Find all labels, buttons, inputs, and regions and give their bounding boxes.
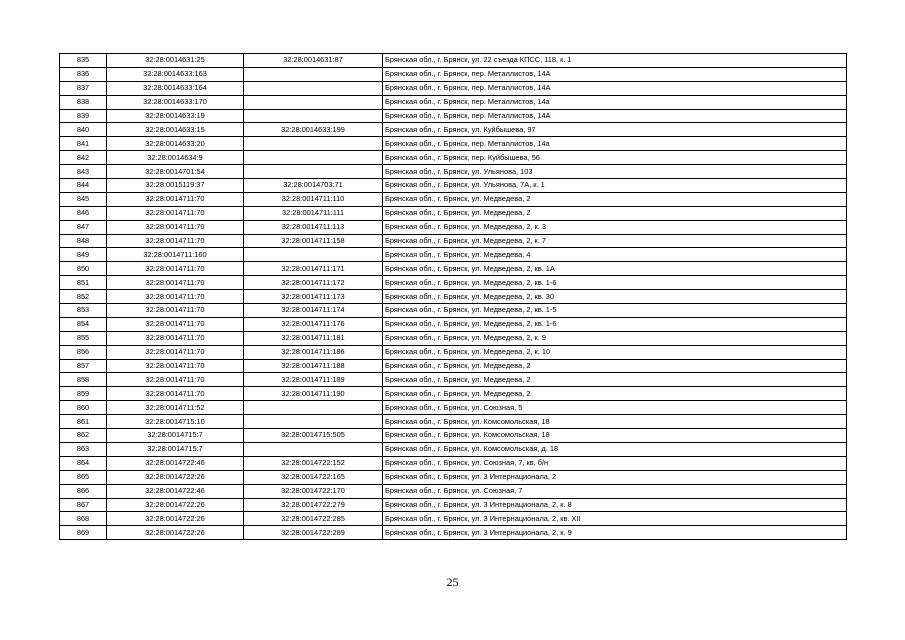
table-row: [60, 206, 847, 220]
cadastral-number-cell: 32:28:0015119:37: [107, 179, 244, 193]
cadastral-number-cell: 32:28:0014711:70: [107, 387, 244, 401]
address-cell: Брянская обл., г. Брянск, пер. Металлистов, 14А: [383, 109, 847, 123]
address-cell: Брянская обл., г. Брянск, ул. Медведева, 2: [383, 192, 847, 206]
row-number-cell: 866: [60, 484, 107, 498]
sub-cadastral-number-cell: [244, 165, 383, 179]
sub-cadastral-number-cell: 32:28:0014711:189: [244, 373, 383, 387]
row-number-cell: 865: [60, 470, 107, 484]
row-number-cell: 855: [60, 331, 107, 345]
address-cell: Брянская обл., г. Брянск, пер. Куйбышева, 56: [383, 151, 847, 165]
row-number-cell: 837: [60, 81, 107, 95]
row-number-cell: 845: [60, 192, 107, 206]
table-row: [60, 387, 847, 401]
cadastral-number-cell: 32:28:0014711:70: [107, 234, 244, 248]
address-cell: Брянская обл., г. Брянск, ул. Медведева, 2, к. 10: [383, 345, 847, 359]
table-row: [60, 429, 847, 443]
address-cell: Брянская обл., г. Брянск, ул. 22 съезда КПСС, 118, к. 1: [383, 54, 847, 68]
address-cell: Брянская обл., г. Брянск, ул. Медведева, 2: [383, 359, 847, 373]
address-cell: Брянская обл., г. Брянск, ул. 3 Интернационала, 2: [383, 470, 847, 484]
row-number-cell: 839: [60, 109, 107, 123]
sub-cadastral-number-cell: [244, 95, 383, 109]
address-cell: Брянская обл., г. Брянск, ул. Медведева, 2: [383, 206, 847, 220]
cadastral-number-cell: 32:28:0014715:7: [107, 442, 244, 456]
table-row: [60, 484, 847, 498]
sub-cadastral-number-cell: 32:28:0014631:87: [244, 54, 383, 68]
cadastral-number-cell: 32:28:0014711:70: [107, 345, 244, 359]
table-row: [60, 109, 847, 123]
cadastral-number-cell: 32:28:0014711:70: [107, 220, 244, 234]
page-number: 25: [446, 575, 459, 589]
row-number-cell: 864: [60, 456, 107, 470]
cadastral-number-cell: 32:28:0014715:7: [107, 429, 244, 443]
cadastral-number-cell: 32:28:0014722:26: [107, 526, 244, 540]
cadastral-number-cell: 32:28:0014633:163: [107, 67, 244, 81]
sub-cadastral-number-cell: [244, 415, 383, 429]
table-row: [60, 415, 847, 429]
row-number-cell: 852: [60, 290, 107, 304]
row-number-cell: 848: [60, 234, 107, 248]
row-number-cell: 863: [60, 442, 107, 456]
sub-cadastral-number-cell: 32:28:0014722:285: [244, 512, 383, 526]
sub-cadastral-number-cell: [244, 67, 383, 81]
sub-cadastral-number-cell: [244, 401, 383, 415]
address-cell: Брянская обл., г. Брянск, ул. Медведева, 2, кв. 1-6: [383, 317, 847, 331]
row-number-cell: 846: [60, 206, 107, 220]
cadastral-number-cell: 32:28:0014711:70: [107, 206, 244, 220]
cadastral-number-cell: 32:28:0014634:9: [107, 151, 244, 165]
row-number-cell: 860: [60, 401, 107, 415]
table-row: [60, 151, 847, 165]
sub-cadastral-number-cell: 32:28:0014711:186: [244, 345, 383, 359]
address-cell: Брянская обл., г. Брянск, пер. Металлистов, 14А: [383, 81, 847, 95]
cadastral-number-cell: 32:28:0014711:70: [107, 290, 244, 304]
address-cell: Брянская обл., г. Брянск, пер. Металлистов, 14А: [383, 67, 847, 81]
cadastral-number-cell: 32:28:0014711:70: [107, 373, 244, 387]
row-number-cell: 836: [60, 67, 107, 81]
sub-cadastral-number-cell: 32:28:0014711:110: [244, 192, 383, 206]
cadastral-number-cell: 32:28:0014722:46: [107, 484, 244, 498]
address-cell: Брянская обл., г. Брянск, ул. Медведева, 2, кв. 1А: [383, 262, 847, 276]
cadastral-number-cell: 32:28:0014631:25: [107, 54, 244, 68]
row-number-cell: 849: [60, 248, 107, 262]
table-row: [60, 456, 847, 470]
table-row: [60, 220, 847, 234]
sub-cadastral-number-cell: 32:28:0014711:188: [244, 359, 383, 373]
table-row: [60, 470, 847, 484]
table-row: [60, 304, 847, 318]
cadastral-number-cell: 32:28:0014711:70: [107, 192, 244, 206]
table-row: [60, 165, 847, 179]
address-cell: Брянская обл., г. Брянск, ул. Медведева, 2: [383, 387, 847, 401]
cadastral-number-cell: 32:28:0014711:70: [107, 262, 244, 276]
cadastral-number-cell: 32:28:0014711:70: [107, 317, 244, 331]
row-number-cell: 857: [60, 359, 107, 373]
address-cell: Брянская обл., г. Брянск, ул. Комсомольская, 18: [383, 429, 847, 443]
sub-cadastral-number-cell: 32:28:0014722:170: [244, 484, 383, 498]
table-row: [60, 512, 847, 526]
row-number-cell: 858: [60, 373, 107, 387]
sub-cadastral-number-cell: [244, 109, 383, 123]
table-row: [60, 498, 847, 512]
address-cell: Брянская обл., г. Брянск, ул. Медведева, 2, к. 9: [383, 331, 847, 345]
row-number-cell: 850: [60, 262, 107, 276]
address-cell: Брянская обл., г. Брянск, ул. Комсомольская, 18: [383, 415, 847, 429]
address-cell: Брянская обл., г. Брянск, ул. Медведева, 2, к. 7: [383, 234, 847, 248]
address-cell: Брянская обл., г. Брянск, ул. 3 Интернационала, 2, кв. XII: [383, 512, 847, 526]
sub-cadastral-number-cell: 32:28:0014711:158: [244, 234, 383, 248]
address-cell: Брянская обл., г. Брянск, пер. Металлистов, 14а: [383, 95, 847, 109]
table-row: [60, 192, 847, 206]
cadastral-number-cell: 32:28:0014711:70: [107, 304, 244, 318]
table-row: [60, 248, 847, 262]
sub-cadastral-number-cell: 32:28:0014633:199: [244, 123, 383, 137]
cadastral-number-cell: 32:28:0014711:52: [107, 401, 244, 415]
row-number-cell: 835: [60, 54, 107, 68]
sub-cadastral-number-cell: 32:28:0014711:181: [244, 331, 383, 345]
address-cell: Брянская обл., г. Брянск, ул. Ульянова, 7А, к. 1: [383, 179, 847, 193]
sub-cadastral-number-cell: [244, 81, 383, 95]
sub-cadastral-number-cell: 32:28:0014711:190: [244, 387, 383, 401]
cadastral-number-cell: 32:28:0014711:70: [107, 359, 244, 373]
row-number-cell: 854: [60, 317, 107, 331]
row-number-cell: 856: [60, 345, 107, 359]
address-cell: Брянская обл., г. Брянск, ул. Комсомольская, д. 18: [383, 442, 847, 456]
cadastral-number-cell: 32:28:0014633:20: [107, 137, 244, 151]
table-row: [60, 137, 847, 151]
address-cell: Брянская обл., г. Брянск, ул. 3 Интернационала, 2, к. 9: [383, 526, 847, 540]
address-cell: Брянская обл., г. Брянск, ул. Медведева, 2, кв. 1-5: [383, 304, 847, 318]
table-row: [60, 234, 847, 248]
table-row: [60, 442, 847, 456]
row-number-cell: 861: [60, 415, 107, 429]
sub-cadastral-number-cell: 32:28:0014703:71: [244, 179, 383, 193]
cadastral-number-cell: 32:28:0014722:46: [107, 456, 244, 470]
table-row: [60, 317, 847, 331]
cadastral-number-cell: 32:28:0014722:26: [107, 498, 244, 512]
table-row: [60, 401, 847, 415]
address-cell: Брянская обл., г. Брянск, ул. Куйбышева, 97: [383, 123, 847, 137]
row-number-cell: 859: [60, 387, 107, 401]
sub-cadastral-number-cell: 32:28:0014711:172: [244, 276, 383, 290]
row-number-cell: 847: [60, 220, 107, 234]
address-cell: Брянская обл., г. Брянск, пер. Металлистов, 14а: [383, 137, 847, 151]
registry-table: [59, 53, 847, 540]
table-row: [60, 67, 847, 81]
table-row: [60, 81, 847, 95]
address-cell: Брянская обл., г. Брянск, ул. Медведева, 2, кв. 30: [383, 290, 847, 304]
row-number-cell: 851: [60, 276, 107, 290]
row-number-cell: 853: [60, 304, 107, 318]
cadastral-number-cell: 32:28:0014633:15: [107, 123, 244, 137]
row-number-cell: 869: [60, 526, 107, 540]
cadastral-number-cell: 32:28:0014633:19: [107, 109, 244, 123]
cadastral-number-cell: 32:28:0014711:70: [107, 276, 244, 290]
address-cell: Брянская обл., г. Брянск, ул. Медведева, 4: [383, 248, 847, 262]
address-cell: Брянская обл., г. Брянск, ул. Медведева, 2, к. 3: [383, 220, 847, 234]
sub-cadastral-number-cell: 32:28:0014722:152: [244, 456, 383, 470]
cadastral-number-cell: 32:28:0014711:70: [107, 331, 244, 345]
row-number-cell: 868: [60, 512, 107, 526]
address-cell: Брянская обл., г. Брянск, ул. Медведева, 2: [383, 373, 847, 387]
row-number-cell: 840: [60, 123, 107, 137]
table-row: [60, 359, 847, 373]
sub-cadastral-number-cell: [244, 248, 383, 262]
table-row: [60, 345, 847, 359]
cadastral-number-cell: 32:28:0014722:26: [107, 470, 244, 484]
address-cell: Брянская обл., г. Брянск, ул. Союзная, 7: [383, 484, 847, 498]
sub-cadastral-number-cell: 32:28:0014711:171: [244, 262, 383, 276]
address-cell: Брянская обл., г. Брянск, ул. Медведева, 2, кв. 1-6: [383, 276, 847, 290]
table-row: [60, 373, 847, 387]
sub-cadastral-number-cell: 32:28:0014722:279: [244, 498, 383, 512]
cadastral-number-cell: 32:28:0014633:164: [107, 81, 244, 95]
sub-cadastral-number-cell: 32:28:0014711:173: [244, 290, 383, 304]
row-number-cell: 844: [60, 179, 107, 193]
cadastral-number-cell: 32:28:0014722:26: [107, 512, 244, 526]
row-number-cell: 841: [60, 137, 107, 151]
sub-cadastral-number-cell: [244, 151, 383, 165]
row-number-cell: 843: [60, 165, 107, 179]
sub-cadastral-number-cell: 32:28:0014711:113: [244, 220, 383, 234]
sub-cadastral-number-cell: 32:28:0014722:165: [244, 470, 383, 484]
cadastral-number-cell: 32:28:0014633:170: [107, 95, 244, 109]
sub-cadastral-number-cell: 32:28:0014715:505: [244, 429, 383, 443]
table-row: [60, 179, 847, 193]
table-row: [60, 331, 847, 345]
row-number-cell: 838: [60, 95, 107, 109]
table-row: [60, 262, 847, 276]
row-number-cell: 862: [60, 429, 107, 443]
cadastral-number-cell: 32:28:0014701:54: [107, 165, 244, 179]
registry-table-body: [60, 54, 847, 540]
sub-cadastral-number-cell: [244, 137, 383, 151]
sub-cadastral-number-cell: 32:28:0014722:289: [244, 526, 383, 540]
sub-cadastral-number-cell: [244, 442, 383, 456]
address-cell: Брянская обл., г. Брянск, ул. Союзная, 7, кв. б/н: [383, 456, 847, 470]
address-cell: Брянская обл., г. Брянск, ул. 3 Интернационала, 2, к. 8: [383, 498, 847, 512]
table-row: [60, 123, 847, 137]
table-row: [60, 526, 847, 540]
table-row: [60, 276, 847, 290]
sub-cadastral-number-cell: 32:28:0014711:174: [244, 304, 383, 318]
table-row: [60, 95, 847, 109]
table-row: [60, 290, 847, 304]
cadastral-number-cell: 32:28:0014715:10: [107, 415, 244, 429]
row-number-cell: 867: [60, 498, 107, 512]
sub-cadastral-number-cell: 32:28:0014711:176: [244, 317, 383, 331]
row-number-cell: 842: [60, 151, 107, 165]
address-cell: Брянская обл., г. Брянск, ул. Ульянова, 103: [383, 165, 847, 179]
sub-cadastral-number-cell: 32:28:0014711:111: [244, 206, 383, 220]
address-cell: Брянская обл., г. Брянск, ул. Союзная, 5: [383, 401, 847, 415]
cadastral-number-cell: 32:28:0014711:160: [107, 248, 244, 262]
table-row: [60, 54, 847, 68]
